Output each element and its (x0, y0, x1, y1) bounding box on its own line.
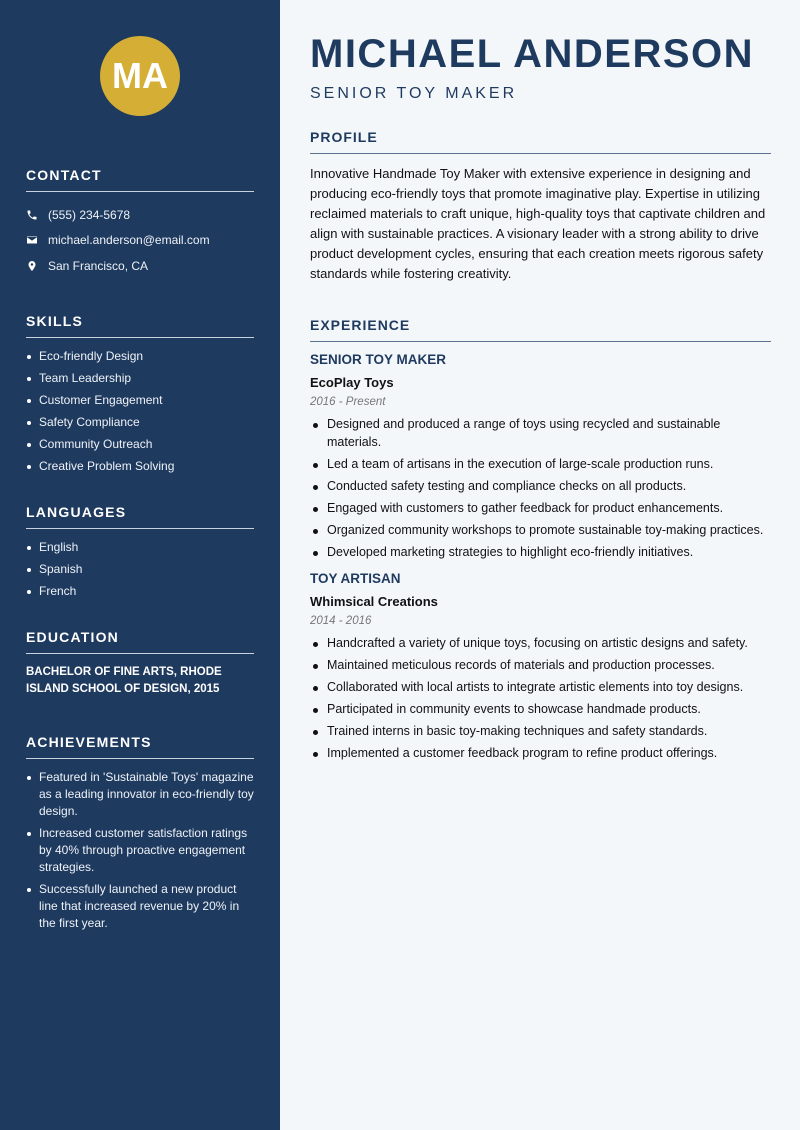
profile-text: Innovative Handmade Toy Maker with extensive experience in designing and producing eco-friendly toys that promote imaginative play. Expertise in utilizing reclaimed materials to craft unique, high-quality toys that captivate children and align with sustainable practices. A visionary leader with a strong ability to drive product development cycles, ensuring that each creation meets rigorous safety standards while fostering creativity. (310, 166, 766, 281)
section-heading: EDUCATION (26, 629, 254, 654)
skills-section (26, 313, 254, 475)
job-bullet: Trained interns in basic toy-making techniques and safety standards. (310, 723, 771, 741)
job-entry (310, 571, 771, 763)
section-heading: LANGUAGES (26, 504, 254, 529)
language-item: Spanish (26, 561, 254, 578)
section-heading: EXPERIENCE (310, 317, 771, 342)
job-dates: 2014 - 2016 (310, 615, 372, 627)
skill-item: Team Leadership (26, 370, 254, 387)
person-name: MICHAEL ANDERSON (310, 32, 755, 76)
education-section (26, 629, 254, 698)
job-title: SENIOR TOY MAKER (310, 85, 518, 102)
job-position: TOY ARTISAN (310, 571, 401, 586)
contact-phone: (555) 234-5678 (26, 202, 254, 228)
main-content (310, 0, 771, 773)
experience-section (310, 317, 771, 763)
avatar (100, 36, 180, 116)
sidebar (0, 0, 280, 1130)
location-pin-icon (26, 260, 38, 272)
contact-section (26, 167, 254, 279)
contact-location: San Francisco, CA (26, 253, 254, 279)
skill-item: Community Outreach (26, 436, 254, 453)
job-bullet: Collaborated with local artists to integrate artistic elements into toy designs. (310, 679, 771, 697)
job-bullet: Implemented a customer feedback program to refine product offerings. (310, 745, 771, 763)
job-bullet: Participated in community events to showcase handmade products. (310, 701, 771, 719)
contact-email: michael.anderson@email.com (26, 228, 254, 254)
skill-item: Customer Engagement (26, 392, 254, 409)
languages-section (26, 504, 254, 600)
achievement-item: Featured in 'Sustainable Toys' magazine as a leading innovator in eco-friendly toy design. (26, 769, 254, 820)
job-bullet: Developed marketing strategies to highlight eco-friendly initiatives. (310, 544, 771, 562)
achievement-item: Increased customer satisfaction ratings by 40% through proactive engagement strategies. (26, 825, 254, 876)
job-bullet: Handcrafted a variety of unique toys, focusing on artistic designs and safety. (310, 635, 771, 653)
job-bullet: Conducted safety testing and compliance checks on all products. (310, 478, 771, 496)
job-bullet: Engaged with customers to gather feedback for product enhancements. (310, 500, 771, 518)
job-entry (310, 352, 771, 561)
section-heading: PROFILE (310, 129, 771, 154)
section-heading: CONTACT (26, 167, 254, 192)
achievement-item: Successfully launched a new product line that increased revenue by 20% in the first year. (26, 881, 254, 932)
job-bullet: Designed and produced a range of toys using recycled and sustainable materials. (310, 416, 771, 451)
section-heading: ACHIEVEMENTS (26, 734, 254, 759)
job-position: SENIOR TOY MAKER (310, 352, 447, 367)
avatar-initials: MA (112, 55, 168, 96)
job-bullet: Led a team of artisans in the execution of large-scale production runs. (310, 456, 771, 474)
skill-item: Safety Compliance (26, 414, 254, 431)
profile-section (310, 129, 771, 284)
language-item: English (26, 539, 254, 556)
education-entry: BACHELOR OF FINE ARTS, RHODE ISLAND SCHOOL OF DESIGN, 2015 (26, 665, 222, 695)
language-item: French (26, 583, 254, 600)
company-name: Whimsical Creations (310, 594, 438, 609)
skill-item: Eco-friendly Design (26, 348, 254, 365)
section-heading: SKILLS (26, 313, 254, 338)
skill-item: Creative Problem Solving (26, 458, 254, 475)
achievements-section (26, 734, 254, 932)
job-dates: 2016 - Present (310, 396, 386, 408)
job-bullet: Maintained meticulous records of materials and production processes. (310, 657, 771, 675)
job-bullet: Organized community workshops to promote sustainable toy-making practices. (310, 522, 771, 540)
phone-icon (26, 209, 38, 221)
email-icon (26, 234, 38, 246)
company-name: EcoPlay Toys (310, 375, 394, 390)
